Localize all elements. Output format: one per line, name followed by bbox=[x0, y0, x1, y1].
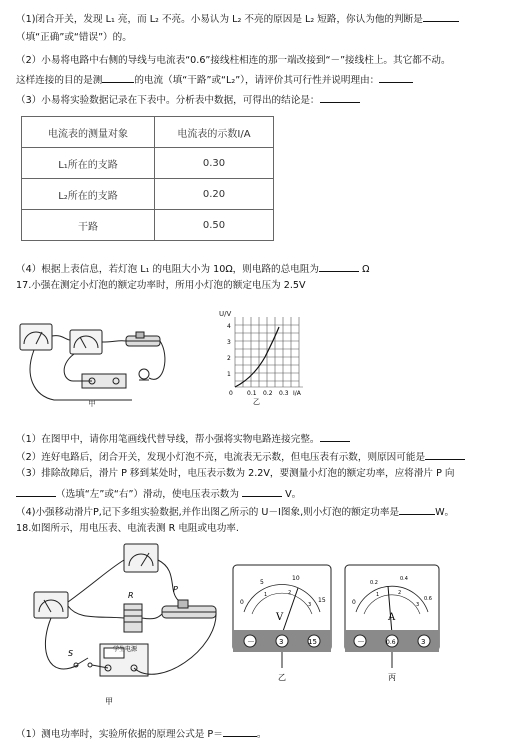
q18-circuit-figure bbox=[8, 540, 228, 712]
q17-part4: （4)小强移动滑片P,记下多组实验数据,并作出图乙所示的 U－I图象,则小灯泡的额定功率是 W。 bbox=[16, 507, 455, 518]
v-scale-label: 10 bbox=[292, 575, 300, 582]
answer-blank[interactable] bbox=[16, 487, 56, 497]
answer-blank[interactable] bbox=[319, 262, 359, 272]
a-scale-label: 3 bbox=[416, 602, 420, 608]
answer-blank[interactable] bbox=[320, 93, 360, 103]
a-terminal-label: － bbox=[357, 637, 365, 646]
answer-blank[interactable] bbox=[102, 73, 134, 83]
v-scale-label: 3 bbox=[308, 602, 312, 608]
y-tick: 2 bbox=[227, 355, 231, 362]
v-scale-label: 0 bbox=[240, 599, 244, 606]
voltmeter-dial bbox=[232, 564, 332, 682]
q18-title: 18.如图所示，用电压表、电流表测 R 电阻或电功率. bbox=[16, 523, 239, 534]
a-letter: A bbox=[388, 612, 396, 623]
y-axis-label: U/V bbox=[219, 310, 232, 318]
v-terminal-label: 15 bbox=[308, 638, 317, 646]
table-row bbox=[22, 210, 274, 241]
table-row bbox=[22, 179, 274, 210]
q16-part1: （1)闭合开关，发现 L₁ 亮，而 L₂ 不亮。小易认为 L₂ 不亮的原因是 L₂ 短路，你认为他的判断是 bbox=[16, 12, 459, 26]
v-scale-label: 2 bbox=[288, 590, 292, 596]
a-scale-label: 1 bbox=[376, 592, 380, 598]
answer-blank[interactable] bbox=[223, 727, 257, 737]
ammeter-dial bbox=[344, 564, 440, 682]
q16-part3: （3）小易将实验数据记录在下表中。分析表中数据，可得出的结论是： bbox=[16, 93, 360, 107]
y-tick: 3 bbox=[227, 339, 231, 346]
x-tick: 0.2 bbox=[263, 390, 273, 397]
q17-title: 17.小强在测定小灯泡的额定功率时，所用小灯泡的额定电压为 2.5V bbox=[16, 280, 306, 291]
q18-part1: （1）测电功率时，实验所依据的原理公式是 P＝ 。 bbox=[16, 729, 267, 740]
table-header-cell: 电流表的测量对象 bbox=[22, 117, 155, 148]
v-scale-label: 1 bbox=[264, 592, 268, 598]
q16-part2: （2）小易将电路中右侧的导线与电流表“0.6”接线柱相连的那一端改接到“－”接线柱上。其它都不动。 bbox=[16, 55, 451, 66]
table-row bbox=[22, 148, 274, 179]
x-tick: 0.3 bbox=[279, 390, 289, 397]
answer-blank[interactable] bbox=[379, 73, 413, 83]
a-scale-label: 0.2 bbox=[370, 580, 378, 586]
q16-part1-note: （填“正确”或“错误”）的。 bbox=[16, 32, 132, 43]
power-supply-label: 学生电源 bbox=[113, 646, 138, 653]
circuit-apparatus-figure bbox=[14, 316, 172, 408]
figure-label-yi: 乙 bbox=[253, 398, 260, 406]
figure-label-yi: 乙 bbox=[278, 673, 286, 682]
table-header bbox=[22, 117, 274, 148]
x-tick: 0.1 bbox=[247, 390, 257, 397]
resistor-label: R bbox=[128, 591, 134, 600]
q16-part2-cont: 这样连接的目的是测 的电流（填“干路”或“L₂”），请评价其可行性并说明理由： bbox=[16, 73, 413, 87]
figure-label-bing: 丙 bbox=[388, 673, 396, 682]
v-letter: V bbox=[276, 612, 284, 623]
q16-part4: （4）根据上表信息，若灯泡 L₁ 的电阻大小为 10Ω，则电路的总电阻为 Ω bbox=[16, 264, 370, 275]
switch-label: S bbox=[68, 649, 74, 658]
q17-part3: （3）排除故障后，滑片 P 移到某处时，电压表示数为 2.2V，要测量小灯泡的额定功率，应将滑片 P 向 bbox=[16, 468, 455, 479]
a-terminal-label: 3 bbox=[421, 638, 426, 646]
y-tick: 4 bbox=[227, 323, 231, 330]
a-scale-label: 0 bbox=[352, 599, 356, 606]
q17-part2: （2）连好电路后，闭合开关，发现小灯泡不亮，电流表无示数，但电压表有示数，则原因可能是 bbox=[16, 450, 465, 464]
table-cell: 0.50 bbox=[155, 210, 274, 241]
u-i-graph bbox=[213, 307, 309, 407]
table-header-cell: 电流表的示数I/A bbox=[155, 117, 274, 148]
table-cell: 干路 bbox=[22, 210, 155, 241]
table-cell: 0.20 bbox=[155, 179, 274, 210]
v-terminal-label: 3 bbox=[279, 638, 284, 646]
q17-part3-cont: （选填“左”或“右”）滑动，使电压表示数为 V。 bbox=[16, 487, 301, 501]
figure-label-jia: 甲 bbox=[105, 697, 113, 706]
answer-blank[interactable] bbox=[423, 12, 459, 22]
a-scale-label: 2 bbox=[398, 590, 402, 596]
v-scale-label: 5 bbox=[260, 579, 264, 586]
figure-label-jia: 甲 bbox=[88, 399, 96, 408]
answer-blank[interactable] bbox=[320, 432, 350, 442]
answer-blank[interactable] bbox=[399, 505, 435, 515]
table-cell: 0.30 bbox=[155, 148, 274, 179]
table-cell: L₁所在的支路 bbox=[22, 148, 155, 179]
a-terminal-label: 0.6 bbox=[386, 639, 396, 646]
table-cell: L₂所在的支路 bbox=[22, 179, 155, 210]
a-scale-label: 0.6 bbox=[424, 596, 432, 602]
answer-blank[interactable] bbox=[425, 450, 465, 460]
answer-blank[interactable] bbox=[242, 487, 282, 497]
data-table bbox=[21, 116, 274, 241]
slider-label: P bbox=[173, 585, 178, 594]
a-scale-label: 0.4 bbox=[400, 576, 408, 582]
y-tick: 0 bbox=[229, 390, 233, 397]
y-tick: 1 bbox=[227, 371, 231, 378]
x-axis-label: I/A bbox=[293, 390, 301, 397]
v-terminal-label: － bbox=[247, 637, 255, 646]
q17-part1: （1）在图甲中，请你用笔画线代替导线，帮小强将实物电路连接完整。 bbox=[16, 432, 350, 446]
v-scale-label: 15 bbox=[318, 597, 326, 604]
